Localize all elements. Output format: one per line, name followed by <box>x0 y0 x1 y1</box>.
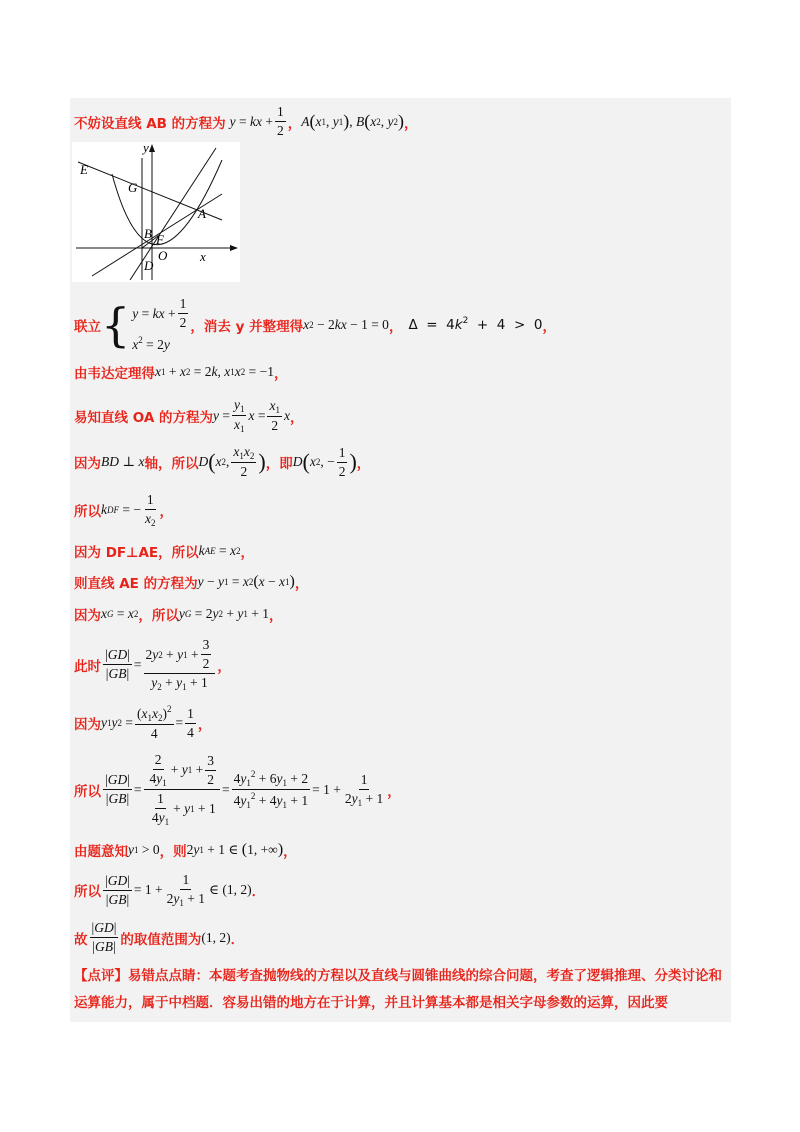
line-ae-equation: 则直线 AE 的方程为 y − y 1 = x 2 ( x − x 1 ) ， <box>74 573 309 592</box>
point-f-label: F <box>156 232 164 247</box>
line-y1-positive: 由题意知 y 1 > 0 ，则 2 y 1 + 1 ∈ ( 1, +∞ ) ， <box>74 841 297 860</box>
point-e-label: E <box>80 162 88 177</box>
line-y1y2: 因为 y 1 y 2 = $\frac{(x_1x_2)^2}{4}$ = $\frac{1}{4}$ ， <box>74 704 212 741</box>
line-k-ae: 因为 DF⊥AE，所以 k AE = x 2 ， <box>74 543 255 561</box>
x-axis-label: x <box>200 249 206 264</box>
line-range: 所以 $\frac{|GD|}{|GB|}$ = 1 + $\frac{1}{2y_1 + 1}$ ∈ (1, 2) ． <box>74 872 266 908</box>
point-d-label: D <box>144 258 154 273</box>
comment-paragraph: 【点评】易错点点睛：本题考查抛物线的方程以及直线与圆锥曲线的综合问题，考查了逻辑推理、分类讨论和运算能力，属于中档题．容易出错的地方在于计算，并且计算基本都是相关字母参数的运算，因此要 <box>74 968 722 1011</box>
point-a-label: A <box>198 206 206 221</box>
y-axis-label: y <box>143 142 149 155</box>
line-system: 联立 { y = kx + $\frac{1}{2}$ $x^2 = 2y$ ，消去 y 并整理得 x 2 − 2 kx − 1 = 0 ， $\Delta = 4k^2 + 4 > 0$ ， <box>74 296 556 352</box>
line-ab-equation: 不妨设直线 AB 的方程为 y = kx + $\frac{1}{2}$ ， A ( x 1 , y 1 ) , B ( x 2 , y 2 ) ， <box>74 104 418 138</box>
point-b-label: B <box>144 226 152 241</box>
point-g-label: G <box>128 180 138 195</box>
line-vieta: 由韦达定理得 x 1 + x 2 = 2 k , x 1 x 2 = −1 ， <box>74 364 288 382</box>
line-g-coords: 因为 x G = x 2 ，所以 y G = 2 y 2 + y 1 + 1 ， <box>74 606 283 624</box>
point-o-label: O <box>158 248 168 263</box>
line-oa-equation: 易知直线 OA 的方程为 y = $\frac{y_1}{x_1}$ x = $\frac{x_1}{2}$ x ， <box>74 397 304 434</box>
parabola-figure <box>72 142 240 282</box>
line-k-df: 所以 k DF = − $\frac{1}{x_2}$ ， <box>74 492 173 528</box>
line-ratio: 此时 $\frac{|GD|}{|GB|}$ = 2 y 2 + y 1 + $\frac{3}{2}$ $y_2 + y_1 + 1$ ， <box>74 637 231 692</box>
line-ratio-simplified: 所以 $\frac{|GD|}{|GB|}$ = $\frac{2}{4y_1}$ + y 1 + $\frac{3}{2}$ $\frac{1}{4y_1}$ + y 1 + 1 = $\frac{4y_1^2 + 6y_1 + 2}{4y_1^2 + 4y_1 + 1}$ = 1 + $\frac{1}{2y_1 + 1}$ ， <box>74 752 401 827</box>
line-conclusion: 故 $\frac{|GD|}{|GB|}$ 的取值范围为 (1, 2) ． <box>74 920 245 954</box>
line-bd-perp: 因为 BD ⊥ x 轴，所以 D ( x 2 , $\frac{x_1x_2}{2}$ ) ，即 D ( x 2 , − $\frac{1}{2}$ ) ， <box>74 444 371 479</box>
